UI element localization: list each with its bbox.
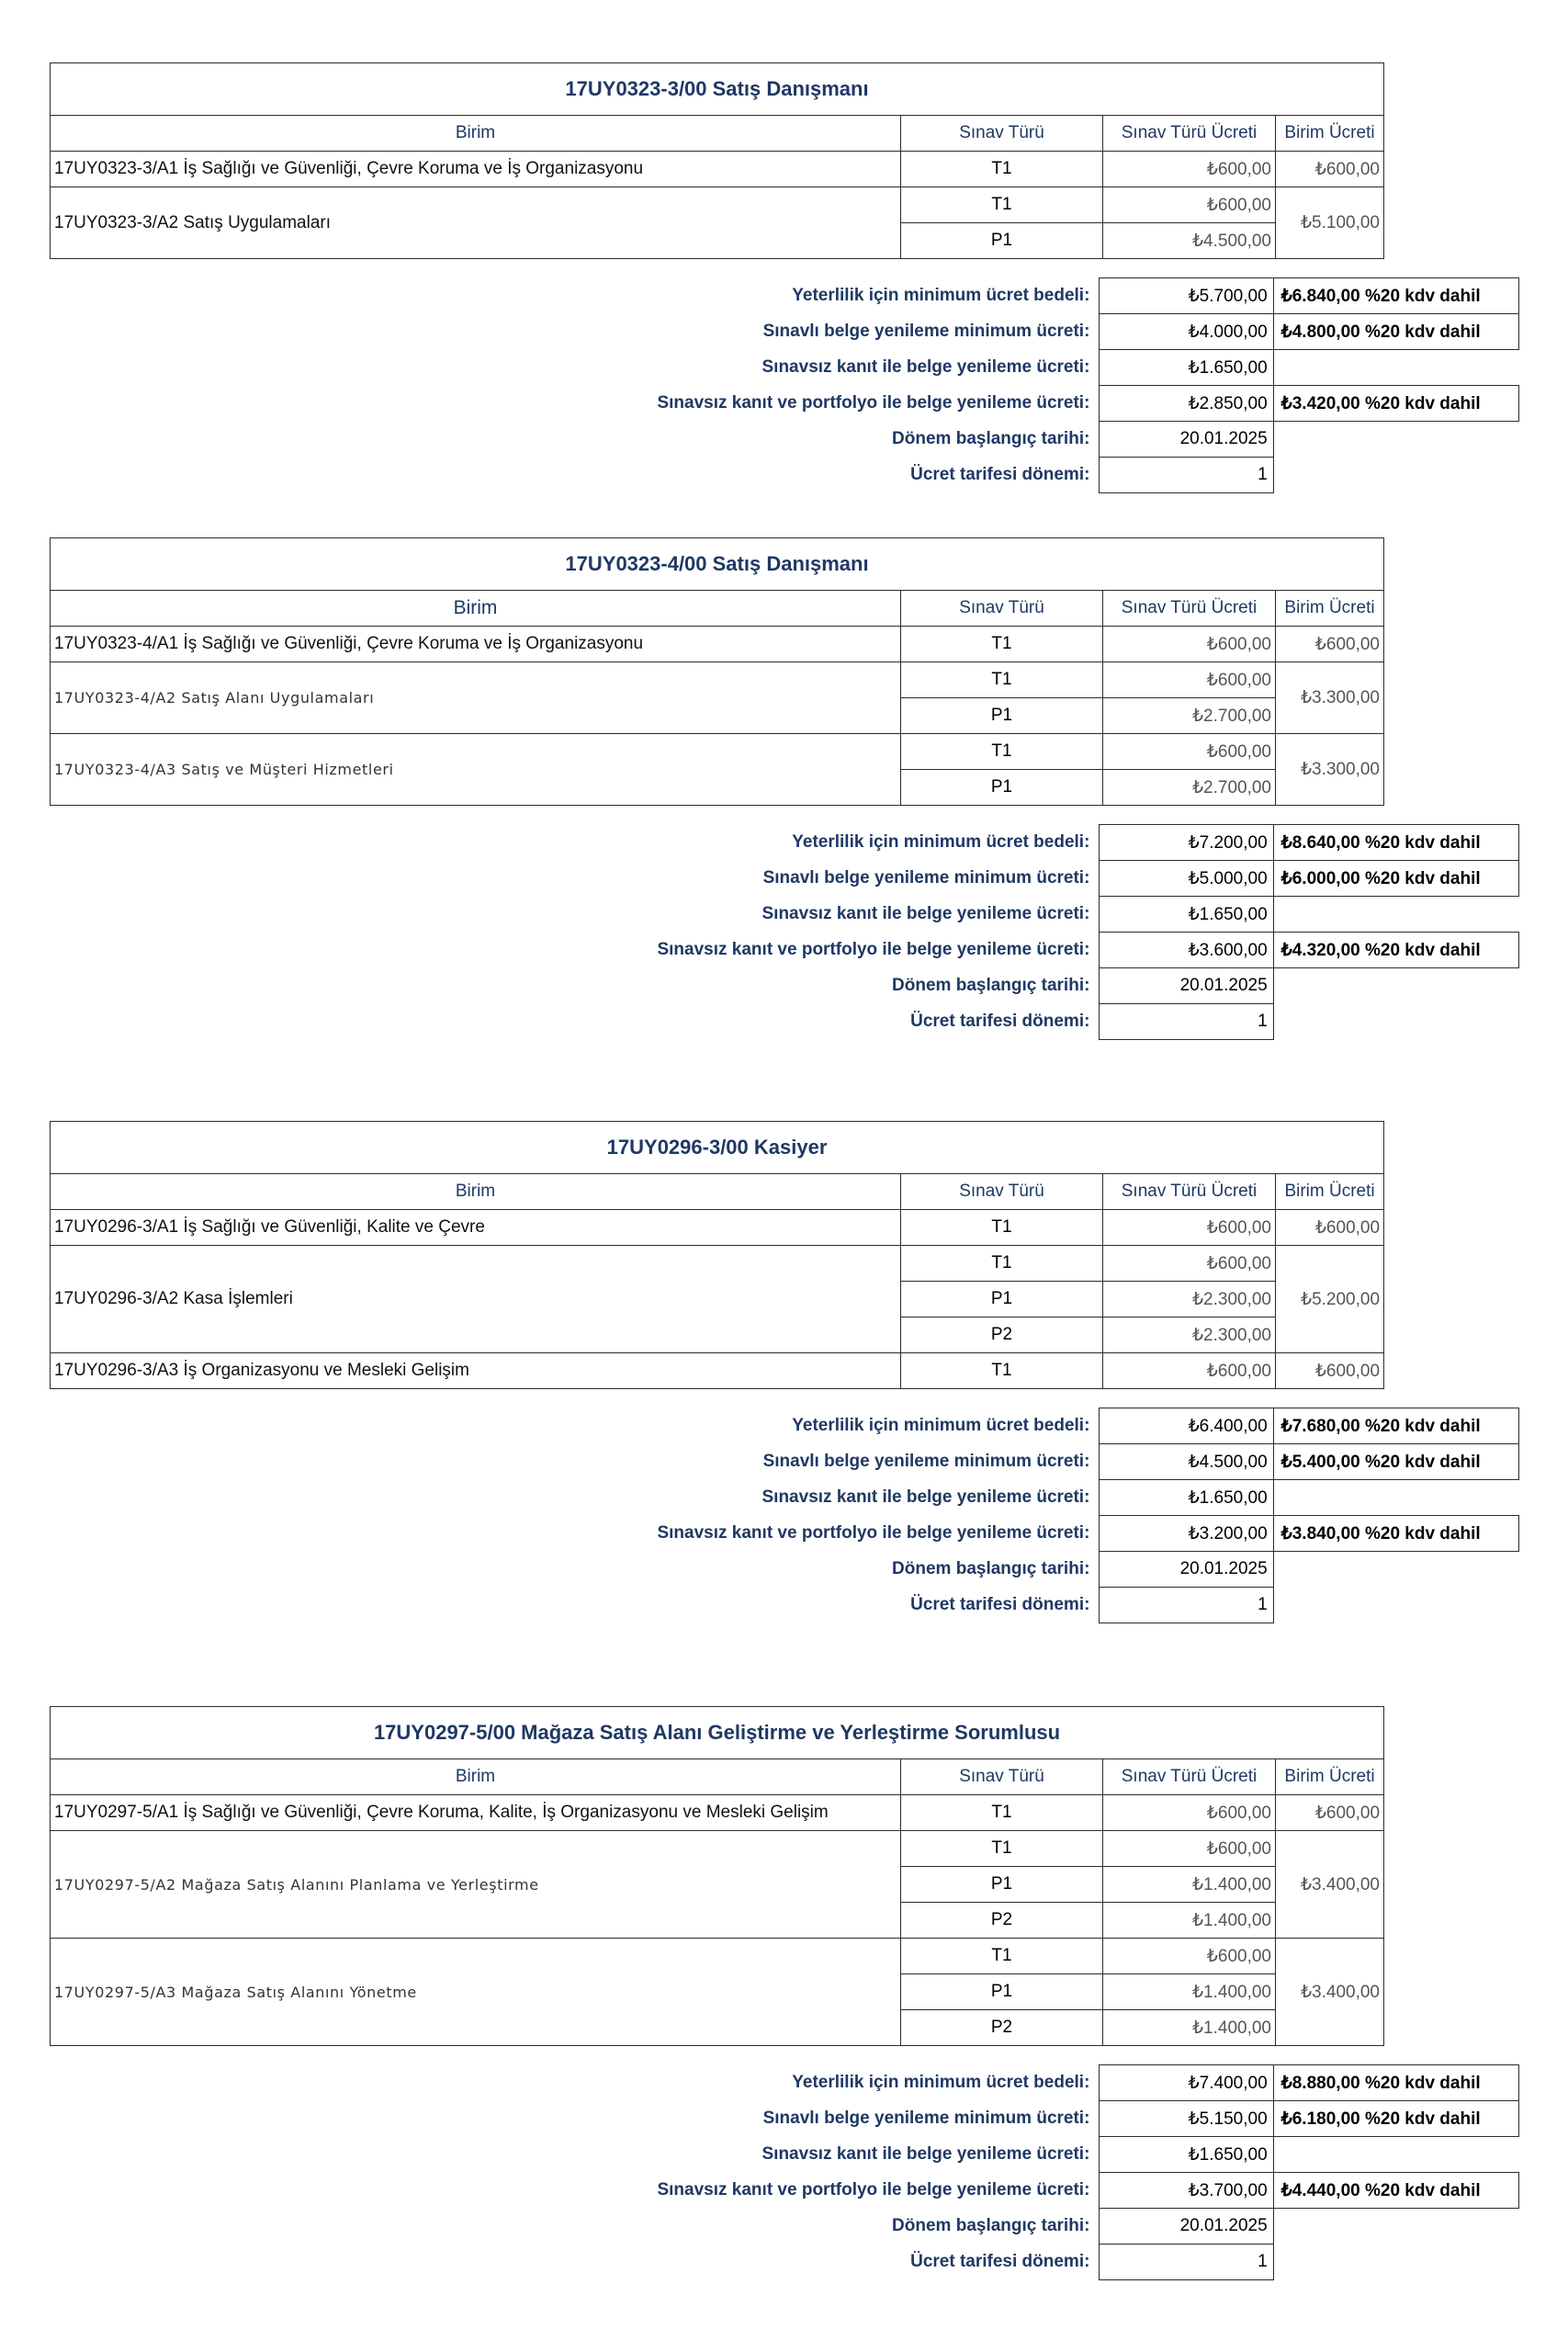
unit-fee-cell: ₺600,00: [1276, 1795, 1384, 1831]
exam-type-cell: P1: [901, 698, 1103, 734]
period-start-date-label: Dönem başlangıç tarihi:: [892, 2216, 1090, 2235]
exam-type-cell: P1: [901, 1974, 1103, 2010]
renewal-with-evidence-fee-row: [50, 897, 1519, 933]
renewal-with-portfolio-fee-label: Sınavsız kanıt ve portfolyo ile belge yenileme ücreti:: [657, 1523, 1090, 1543]
fee-table: [50, 62, 1384, 259]
unit-name-cell: 17UY0323-4/A2 Satış Alanı Uygulamaları: [51, 662, 901, 734]
empty-cell: [1273, 1552, 1518, 1588]
period-start-date-row: [50, 968, 1519, 1004]
exam-type-column-header: Sınav Türü: [901, 116, 1103, 152]
renewal-with-portfolio-fee-value: ₺3.200,00: [1100, 1516, 1273, 1552]
exam-type-cell: T1: [901, 1795, 1103, 1831]
renewal-with-evidence-fee-label: Sınavsız kanıt ile belge yenileme ücreti:: [761, 1487, 1090, 1507]
qualification-block: [50, 1706, 1481, 2271]
minimum-fee-value: ₺7.400,00: [1100, 2065, 1273, 2101]
exam-fee-cell: ₺2.700,00: [1103, 770, 1276, 806]
renewal-with-exam-fee-row: [50, 314, 1519, 350]
tariff-period-row: [50, 458, 1519, 493]
table-row: [51, 734, 1384, 770]
period-start-date-row: [50, 1552, 1519, 1588]
tariff-period-value: 1: [1100, 1588, 1273, 1623]
exam-fee-cell: ₺1.400,00: [1103, 1867, 1276, 1903]
exam-fee-cell: ₺2.700,00: [1103, 698, 1276, 734]
empty-cell: [1273, 1588, 1518, 1623]
renewal-with-exam-fee-value: ₺5.150,00: [1100, 2101, 1273, 2137]
tariff-period-label: Ücret tarifesi dönemi:: [910, 1012, 1090, 1031]
unit-fee-cell: ₺3.300,00: [1276, 734, 1384, 806]
period-start-date-value: 20.01.2025: [1100, 2209, 1273, 2245]
minimum-fee-label: Yeterlilik için minimum ücret bedeli:: [792, 286, 1090, 305]
renewal-with-exam-fee-value: ₺5.000,00: [1100, 861, 1273, 897]
unit-fee-column-header: Birim Ücreti: [1276, 1174, 1384, 1210]
table-row: [51, 152, 1384, 187]
fee-table: [50, 537, 1384, 806]
unit-fee-cell: ₺3.300,00: [1276, 662, 1384, 734]
unit-name-cell: 17UY0297-5/A2 Mağaza Satış Alanını Planlama ve Yerleştirme: [51, 1831, 901, 1939]
renewal-with-exam-fee-vat-value: ₺4.800,00 %20 kdv dahil: [1273, 314, 1518, 350]
table-row: [51, 1939, 1384, 1974]
table-row: [51, 1210, 1384, 1246]
period-start-date-value: 20.01.2025: [1100, 968, 1273, 1004]
exam-type-cell: P1: [901, 770, 1103, 806]
exam-fee-cell: ₺600,00: [1103, 627, 1276, 662]
period-start-date-row: [50, 2209, 1519, 2245]
exam-fee-column-header: Sınav Türü Ücreti: [1103, 1759, 1276, 1795]
unit-fee-column-header: Birim Ücreti: [1276, 116, 1384, 152]
qualification-block: [50, 1121, 1481, 1614]
unit-fee-cell: ₺600,00: [1276, 1353, 1384, 1389]
empty-cell: [1273, 350, 1518, 386]
exam-type-cell: P2: [901, 1317, 1103, 1353]
renewal-with-portfolio-fee-label: Sınavsız kanıt ve portfolyo ile belge yenileme ücreti:: [657, 940, 1090, 959]
unit-column-header: Birim: [51, 116, 901, 152]
exam-fee-column-header: Sınav Türü Ücreti: [1103, 1174, 1276, 1210]
table-row: [51, 627, 1384, 662]
exam-type-cell: T1: [901, 662, 1103, 698]
renewal-with-exam-fee-vat-value: ₺6.000,00 %20 kdv dahil: [1273, 861, 1518, 897]
minimum-fee-label: Yeterlilik için minimum ücret bedeli:: [792, 832, 1090, 852]
exam-type-column-header: Sınav Türü: [901, 591, 1103, 627]
exam-type-cell: P1: [901, 1282, 1103, 1317]
empty-cell: [1273, 1480, 1518, 1516]
exam-fee-cell: ₺1.400,00: [1103, 1903, 1276, 1939]
unit-name-cell: 17UY0297-5/A3 Mağaza Satış Alanını Yönetme: [51, 1939, 901, 2046]
renewal-with-evidence-fee-label: Sınavsız kanıt ile belge yenileme ücreti:: [761, 904, 1090, 923]
minimum-fee-row: [50, 825, 1519, 861]
exam-type-column-header: Sınav Türü: [901, 1174, 1103, 1210]
tariff-period-row: [50, 1004, 1519, 1040]
renewal-with-exam-fee-label: Sınavlı belge yenileme minimum ücreti:: [762, 322, 1090, 341]
renewal-with-portfolio-fee-vat-value: ₺4.320,00 %20 kdv dahil: [1273, 933, 1518, 968]
tariff-period-value: 1: [1100, 2245, 1273, 2280]
table-row: [51, 1831, 1384, 1867]
renewal-with-portfolio-fee-vat-value: ₺3.420,00 %20 kdv dahil: [1273, 386, 1518, 422]
qualification-block: [50, 537, 1481, 1031]
minimum-fee-value: ₺7.200,00: [1100, 825, 1273, 861]
unit-name-cell: 17UY0323-3/A2 Satış Uygulamaları: [51, 187, 901, 259]
empty-cell: [1273, 2245, 1518, 2280]
exam-fee-cell: ₺600,00: [1103, 1939, 1276, 1974]
exam-fee-cell: ₺600,00: [1103, 187, 1276, 223]
fee-table: [50, 1121, 1384, 1389]
empty-cell: [1273, 1004, 1518, 1040]
unit-fee-column-header: Birim Ücreti: [1276, 1759, 1384, 1795]
minimum-fee-row: [50, 1408, 1519, 1444]
exam-type-cell: P2: [901, 2010, 1103, 2046]
unit-column-header: Birim: [51, 1759, 901, 1795]
unit-name-cell: 17UY0323-4/A3 Satış ve Müşteri Hizmetleri: [51, 734, 901, 806]
exam-fee-cell: ₺1.400,00: [1103, 2010, 1276, 2046]
exam-type-cell: T1: [901, 1831, 1103, 1867]
exam-type-column-header: Sınav Türü: [901, 1759, 1103, 1795]
period-start-date-label: Dönem başlangıç tarihi:: [892, 429, 1090, 448]
renewal-with-evidence-fee-value: ₺1.650,00: [1100, 350, 1273, 386]
renewal-with-exam-fee-value: ₺4.000,00: [1100, 314, 1273, 350]
table-row: [51, 662, 1384, 698]
exam-fee-cell: ₺600,00: [1103, 1795, 1276, 1831]
exam-fee-cell: ₺600,00: [1103, 1210, 1276, 1246]
exam-fee-cell: ₺4.500,00: [1103, 223, 1276, 259]
renewal-with-portfolio-fee-value: ₺2.850,00: [1100, 386, 1273, 422]
renewal-with-portfolio-fee-value: ₺3.600,00: [1100, 933, 1273, 968]
unit-name-cell: 17UY0296-3/A1 İş Sağlığı ve Güvenliği, Kalite ve Çevre: [51, 1210, 901, 1246]
exam-fee-column-header: Sınav Türü Ücreti: [1103, 591, 1276, 627]
renewal-with-evidence-fee-label: Sınavsız kanıt ile belge yenileme ücreti:: [761, 2144, 1090, 2164]
renewal-with-portfolio-fee-row: [50, 933, 1519, 968]
minimum-fee-label: Yeterlilik için minimum ücret bedeli:: [792, 1416, 1090, 1435]
minimum-fee-vat-value: ₺8.640,00 %20 kdv dahil: [1273, 825, 1518, 861]
unit-fee-cell: ₺3.400,00: [1276, 1939, 1384, 2046]
renewal-with-evidence-fee-value: ₺1.650,00: [1100, 1480, 1273, 1516]
renewal-with-portfolio-fee-row: [50, 2173, 1519, 2209]
tariff-period-label: Ücret tarifesi dönemi:: [910, 2252, 1090, 2271]
qualification-title: 17UY0323-4/00 Satış Danışmanı: [51, 538, 1384, 591]
unit-fee-cell: ₺600,00: [1276, 152, 1384, 187]
period-start-date-label: Dönem başlangıç tarihi:: [892, 976, 1090, 995]
renewal-with-portfolio-fee-row: [50, 1516, 1519, 1552]
qualification-title: 17UY0297-5/00 Mağaza Satış Alanı Geliştirme ve Yerleştirme Sorumlusu: [51, 1707, 1384, 1759]
renewal-with-evidence-fee-value: ₺1.650,00: [1100, 897, 1273, 933]
exam-fee-column-header: Sınav Türü Ücreti: [1103, 116, 1276, 152]
unit-fee-cell: ₺600,00: [1276, 1210, 1384, 1246]
renewal-with-exam-fee-vat-value: ₺6.180,00 %20 kdv dahil: [1273, 2101, 1518, 2137]
empty-cell: [1273, 2209, 1518, 2245]
fee-summary: [50, 2064, 1519, 2280]
empty-cell: [1273, 968, 1518, 1004]
renewal-with-exam-fee-label: Sınavlı belge yenileme minimum ücreti:: [762, 2109, 1090, 2128]
table-header-row: [51, 116, 1384, 152]
empty-cell: [1273, 458, 1518, 493]
period-start-date-label: Dönem başlangıç tarihi:: [892, 1559, 1090, 1578]
empty-cell: [1273, 422, 1518, 458]
exam-type-cell: T1: [901, 734, 1103, 770]
table-row: [51, 1795, 1384, 1831]
renewal-with-exam-fee-row: [50, 861, 1519, 897]
minimum-fee-vat-value: ₺6.840,00 %20 kdv dahil: [1273, 278, 1518, 314]
empty-cell: [1273, 2137, 1518, 2173]
fee-summary: [50, 824, 1519, 1040]
exam-type-cell: T1: [901, 152, 1103, 187]
unit-fee-cell: ₺5.100,00: [1276, 187, 1384, 259]
exam-fee-cell: ₺600,00: [1103, 1831, 1276, 1867]
exam-fee-cell: ₺600,00: [1103, 662, 1276, 698]
fee-summary: [50, 277, 1519, 493]
tariff-period-value: 1: [1100, 1004, 1273, 1040]
tariff-period-value: 1: [1100, 458, 1273, 493]
unit-name-cell: 17UY0323-3/A1 İş Sağlığı ve Güvenliği, Çevre Koruma ve İş Organizasyonu: [51, 152, 901, 187]
renewal-with-portfolio-fee-vat-value: ₺3.840,00 %20 kdv dahil: [1273, 1516, 1518, 1552]
minimum-fee-vat-value: ₺8.880,00 %20 kdv dahil: [1273, 2065, 1518, 2101]
minimum-fee-row: [50, 2065, 1519, 2101]
fee-summary: [50, 1408, 1519, 1623]
unit-fee-cell: ₺600,00: [1276, 627, 1384, 662]
exam-fee-cell: ₺600,00: [1103, 734, 1276, 770]
qualification-title: 17UY0323-3/00 Satış Danışmanı: [51, 63, 1384, 116]
table-header-row: [51, 1759, 1384, 1795]
unit-fee-cell: ₺5.200,00: [1276, 1246, 1384, 1353]
renewal-with-portfolio-fee-label: Sınavsız kanıt ve portfolyo ile belge yenileme ücreti:: [657, 2180, 1090, 2199]
renewal-with-exam-fee-vat-value: ₺5.400,00 %20 kdv dahil: [1273, 1444, 1518, 1480]
tariff-period-row: [50, 1588, 1519, 1623]
unit-name-cell: 17UY0296-3/A2 Kasa İşlemleri: [51, 1246, 901, 1353]
exam-fee-cell: ₺1.400,00: [1103, 1974, 1276, 2010]
table-header-row: [51, 591, 1384, 627]
exam-type-cell: P2: [901, 1903, 1103, 1939]
minimum-fee-vat-value: ₺7.680,00 %20 kdv dahil: [1273, 1408, 1518, 1444]
exam-type-cell: T1: [901, 627, 1103, 662]
unit-column-header: Birim: [51, 591, 901, 627]
table-header-row: [51, 1174, 1384, 1210]
renewal-with-evidence-fee-label: Sınavsız kanıt ile belge yenileme ücreti:: [761, 357, 1090, 377]
minimum-fee-value: ₺5.700,00: [1100, 278, 1273, 314]
exam-type-cell: P1: [901, 1867, 1103, 1903]
renewal-with-portfolio-fee-value: ₺3.700,00: [1100, 2173, 1273, 2209]
tariff-period-label: Ücret tarifesi dönemi:: [910, 465, 1090, 484]
minimum-fee-row: [50, 278, 1519, 314]
period-start-date-value: 20.01.2025: [1100, 422, 1273, 458]
renewal-with-exam-fee-value: ₺4.500,00: [1100, 1444, 1273, 1480]
renewal-with-exam-fee-row: [50, 2101, 1519, 2137]
period-start-date-value: 20.01.2025: [1100, 1552, 1273, 1588]
renewal-with-portfolio-fee-row: [50, 386, 1519, 422]
renewal-with-exam-fee-row: [50, 1444, 1519, 1480]
exam-fee-cell: ₺600,00: [1103, 1353, 1276, 1389]
table-row: [51, 1246, 1384, 1282]
renewal-with-evidence-fee-row: [50, 2137, 1519, 2173]
exam-type-cell: T1: [901, 1210, 1103, 1246]
renewal-with-exam-fee-label: Sınavlı belge yenileme minimum ücreti:: [762, 868, 1090, 888]
exam-fee-cell: ₺600,00: [1103, 152, 1276, 187]
tariff-period-label: Ücret tarifesi dönemi:: [910, 1595, 1090, 1614]
renewal-with-evidence-fee-row: [50, 350, 1519, 386]
renewal-with-exam-fee-label: Sınavlı belge yenileme minimum ücreti:: [762, 1452, 1090, 1471]
renewal-with-portfolio-fee-label: Sınavsız kanıt ve portfolyo ile belge yenileme ücreti:: [657, 393, 1090, 413]
exam-type-cell: T1: [901, 1353, 1103, 1389]
unit-fee-column-header: Birim Ücreti: [1276, 591, 1384, 627]
unit-fee-cell: ₺3.400,00: [1276, 1831, 1384, 1939]
fee-table: [50, 1706, 1384, 2046]
renewal-with-evidence-fee-row: [50, 1480, 1519, 1516]
tariff-period-row: [50, 2245, 1519, 2280]
qualification-title: 17UY0296-3/00 Kasiyer: [51, 1122, 1384, 1174]
unit-name-cell: 17UY0296-3/A3 İş Organizasyonu ve Mesleki Gelişim: [51, 1353, 901, 1389]
period-start-date-row: [50, 422, 1519, 458]
unit-column-header: Birim: [51, 1174, 901, 1210]
empty-cell: [1273, 897, 1518, 933]
minimum-fee-label: Yeterlilik için minimum ücret bedeli:: [792, 2073, 1090, 2092]
table-row: [51, 187, 1384, 223]
qualification-block: [50, 62, 1481, 484]
exam-fee-cell: ₺2.300,00: [1103, 1317, 1276, 1353]
unit-name-cell: 17UY0323-4/A1 İş Sağlığı ve Güvenliği, Çevre Koruma ve İş Organizasyonu: [51, 627, 901, 662]
minimum-fee-value: ₺6.400,00: [1100, 1408, 1273, 1444]
unit-name-cell: 17UY0297-5/A1 İş Sağlığı ve Güvenliği, Çevre Koruma, Kalite, İş Organizasyonu ve Mesleki Gelişim: [51, 1795, 901, 1831]
exam-type-cell: T1: [901, 1246, 1103, 1282]
exam-fee-cell: ₺2.300,00: [1103, 1282, 1276, 1317]
renewal-with-evidence-fee-value: ₺1.650,00: [1100, 2137, 1273, 2173]
renewal-with-portfolio-fee-vat-value: ₺4.440,00 %20 kdv dahil: [1273, 2173, 1518, 2209]
table-row: [51, 1353, 1384, 1389]
exam-type-cell: P1: [901, 223, 1103, 259]
exam-type-cell: T1: [901, 1939, 1103, 1974]
exam-type-cell: T1: [901, 187, 1103, 223]
exam-fee-cell: ₺600,00: [1103, 1246, 1276, 1282]
